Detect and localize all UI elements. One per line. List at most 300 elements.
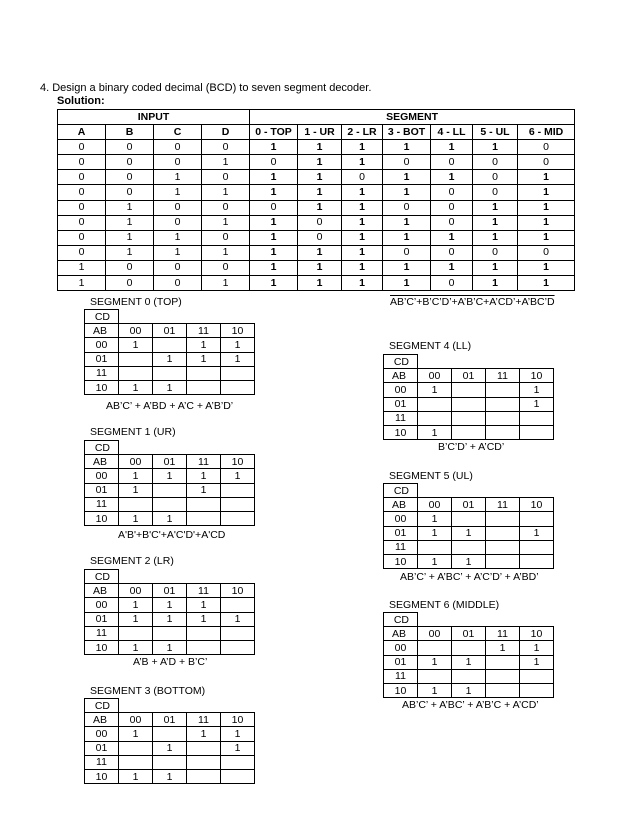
kmap-segment-1	[84, 440, 255, 526]
kmap-row	[85, 511, 255, 525]
kmap-col-header: 01	[452, 627, 486, 641]
kmap-row	[85, 366, 255, 380]
kmap-cell	[221, 769, 255, 783]
table-cell: 1	[106, 200, 154, 215]
kmap-cell: 1	[520, 641, 554, 655]
table-row	[58, 155, 575, 170]
kmap-cell	[187, 741, 221, 755]
table-cell: 0	[473, 185, 518, 200]
kmap-cell	[486, 512, 520, 526]
kmap-cell	[187, 769, 221, 783]
kmap-cell	[520, 425, 554, 439]
kmap-row-header: 11	[85, 626, 119, 640]
table-cell: 0	[518, 140, 575, 155]
table-cell: 1	[342, 215, 383, 230]
table-cell: 1	[154, 185, 202, 200]
column-header: 5 - UL	[473, 125, 518, 140]
kmap-cell	[119, 352, 153, 366]
table-cell: 1	[473, 200, 518, 215]
kmap-row	[85, 338, 255, 352]
truth-table	[57, 109, 575, 291]
kmap-cell	[221, 497, 255, 511]
kmap-cell: 1	[153, 612, 187, 626]
table-cell: 1	[518, 260, 575, 275]
kmap-cell	[452, 512, 486, 526]
table-cell: 0	[202, 260, 250, 275]
table-cell: 0	[154, 155, 202, 170]
kmap-row	[384, 540, 554, 554]
kmap-cell: 1	[119, 338, 153, 352]
kmap-cd-label: CD	[384, 355, 418, 369]
kmap-col-header: 10	[520, 498, 554, 512]
kmap-cell: 1	[153, 469, 187, 483]
table-cell: 0	[518, 245, 575, 260]
kmap-row-header: 11	[85, 366, 119, 380]
kmap-row-header: 11	[384, 540, 418, 554]
question-text: 4. Design a binary coded decimal (BCD) to seven segment decoder.	[40, 82, 372, 94]
kmap-col-header: 00	[418, 369, 452, 383]
kmap-cell: 1	[187, 352, 221, 366]
table-cell: 1	[431, 260, 473, 275]
kmap-4-title: SEGMENT 4 (LL)	[389, 340, 472, 352]
kmap-cell	[452, 540, 486, 554]
table-cell: 1	[518, 185, 575, 200]
kmap-col-header: 00	[418, 498, 452, 512]
kmap-col-header: 01	[153, 584, 187, 598]
kmap-cell	[520, 411, 554, 425]
kmap-cell: 1	[119, 598, 153, 612]
kmap-cell	[486, 526, 520, 540]
table-cell: 0	[431, 245, 473, 260]
table-cell: 0	[431, 276, 473, 291]
kmap-cell: 1	[221, 352, 255, 366]
table-row	[58, 260, 575, 275]
kmap-cell: 1	[153, 640, 187, 654]
table-cell: 1	[342, 245, 383, 260]
table-cell: 1	[250, 245, 298, 260]
table-cell: 0	[383, 245, 431, 260]
kmap-col-header: 11	[486, 498, 520, 512]
kmap-cell	[486, 554, 520, 568]
kmap-ab-label: AB	[85, 584, 119, 598]
table-cell: 0	[58, 230, 106, 245]
table-cell: 1	[298, 140, 342, 155]
table-cell: 1	[342, 230, 383, 245]
table-cell: 1	[298, 276, 342, 291]
table-cell: 0	[431, 200, 473, 215]
kmap-cell	[187, 497, 221, 511]
table-cell: 0	[106, 155, 154, 170]
kmap-row-header: 00	[85, 727, 119, 741]
kmap-col-header: 00	[119, 713, 153, 727]
table-cell: 0	[250, 155, 298, 170]
table-cell: 0	[431, 215, 473, 230]
table-cell: 0	[154, 200, 202, 215]
kmap-row	[384, 411, 554, 425]
table-cell: 0	[154, 276, 202, 291]
kmap-cell	[520, 540, 554, 554]
table-cell: 1	[473, 230, 518, 245]
kmap-1-expression: A'B'+B'C'+A'C'D'+A'CD	[118, 529, 226, 541]
column-header: 3 - BOT	[383, 125, 431, 140]
kmap-ab-label: AB	[85, 455, 119, 469]
kmap-cell: 1	[119, 612, 153, 626]
kmap-row-header: 01	[85, 741, 119, 755]
kmap-cell	[187, 640, 221, 654]
kmap-cell	[452, 397, 486, 411]
kmap-3-expression: AB’C’+B’C’D’+A’B’C+A’CD’+A’BC’D	[390, 296, 555, 308]
kmap-cell: 1	[153, 741, 187, 755]
kmap-cd-label: CD	[384, 484, 418, 498]
kmap-cell	[452, 641, 486, 655]
table-cell: 0	[202, 140, 250, 155]
table-cell: 1	[431, 230, 473, 245]
kmap-cell: 1	[187, 483, 221, 497]
table-row	[58, 200, 575, 215]
kmap-row-header: 11	[384, 669, 418, 683]
table-cell: 0	[58, 170, 106, 185]
table-cell: 1	[298, 245, 342, 260]
kmap-col-header: 01	[153, 324, 187, 338]
kmap-5-expression: AB’C’ + A’BC’ + A’C’D’ + A’BD’	[400, 571, 539, 583]
kmap-cell: 1	[418, 554, 452, 568]
table-cell: 0	[106, 260, 154, 275]
table-cell: 1	[250, 140, 298, 155]
table-row	[58, 230, 575, 245]
kmap-cell	[119, 741, 153, 755]
table-cell: 0	[58, 215, 106, 230]
kmap-col-header: 01	[153, 713, 187, 727]
kmap-6-title: SEGMENT 6 (MIDDLE)	[389, 599, 500, 611]
table-cell: 1	[298, 200, 342, 215]
table-cell: 1	[298, 185, 342, 200]
table-cell: 0	[431, 185, 473, 200]
kmap-cell	[153, 338, 187, 352]
table-cell: 1	[383, 260, 431, 275]
kmap-row-header: 11	[85, 497, 119, 511]
kmap-row-header: 00	[384, 383, 418, 397]
kmap-segment-2	[84, 569, 255, 655]
table-cell: 0	[473, 170, 518, 185]
kmap-row	[85, 612, 255, 626]
column-header: 6 - MID	[518, 125, 575, 140]
kmap-row	[85, 380, 255, 394]
kmap-cell: 1	[520, 397, 554, 411]
kmap-cd-label: CD	[384, 613, 418, 627]
kmap-cell: 1	[153, 769, 187, 783]
kmap-ab-label: AB	[384, 498, 418, 512]
kmap-4-expression: B’C’D’ + A’CD’	[438, 441, 505, 453]
kmap-col-header: 00	[119, 584, 153, 598]
table-cell: 0	[58, 155, 106, 170]
table-cell: 0	[154, 260, 202, 275]
table-cell: 0	[106, 170, 154, 185]
table-cell: 1	[106, 230, 154, 245]
kmap-row	[85, 352, 255, 366]
table-cell: 1	[342, 200, 383, 215]
kmap-3-title: SEGMENT 3 (BOTTOM)	[90, 685, 206, 697]
kmap-cell: 1	[187, 612, 221, 626]
kmap-row	[85, 469, 255, 483]
table-cell: 1	[383, 215, 431, 230]
kmap-cell: 1	[221, 727, 255, 741]
kmap-row	[384, 655, 554, 669]
kmap-ab-label: AB	[384, 369, 418, 383]
kmap-row-header: 10	[384, 425, 418, 439]
table-cell: 0	[58, 140, 106, 155]
table-cell: 1	[383, 230, 431, 245]
kmap-cell: 1	[221, 612, 255, 626]
table-cell: 1	[383, 276, 431, 291]
table-cell: 1	[518, 170, 575, 185]
kmap-cd-label: CD	[85, 570, 119, 584]
table-cell: 1	[518, 215, 575, 230]
kmap-cell: 1	[153, 598, 187, 612]
kmap-cell	[452, 383, 486, 397]
kmap-row	[384, 641, 554, 655]
kmap-row-header: 10	[384, 554, 418, 568]
kmap-cell: 1	[520, 526, 554, 540]
kmap-row-header: 10	[85, 640, 119, 654]
kmap-cell	[418, 669, 452, 683]
kmap-cell: 1	[153, 380, 187, 394]
table-cell: 0	[383, 200, 431, 215]
table-cell: 1	[250, 185, 298, 200]
kmap-cell: 1	[187, 469, 221, 483]
kmap-cell	[153, 497, 187, 511]
kmap-cell: 1	[452, 683, 486, 697]
column-header: A	[58, 125, 106, 140]
table-cell: 1	[250, 276, 298, 291]
table-cell: 1	[202, 215, 250, 230]
kmap-row	[85, 755, 255, 769]
kmap-cell	[153, 483, 187, 497]
kmap-cell: 1	[187, 598, 221, 612]
kmap-cell: 1	[452, 655, 486, 669]
column-header: C	[154, 125, 202, 140]
kmap-segment-6	[383, 612, 554, 698]
kmap-row	[85, 741, 255, 755]
table-cell: 0	[58, 200, 106, 215]
table-cell: 0	[298, 215, 342, 230]
kmap-cell	[119, 366, 153, 380]
table-cell: 1	[473, 140, 518, 155]
kmap-cell	[520, 669, 554, 683]
kmap-cell: 1	[119, 727, 153, 741]
kmap-col-header: 10	[221, 455, 255, 469]
kmap-cell	[221, 755, 255, 769]
kmap-cell: 1	[221, 469, 255, 483]
kmap-cell	[221, 640, 255, 654]
table-cell: 1	[202, 185, 250, 200]
table-cell: 1	[383, 170, 431, 185]
kmap-ab-label: AB	[85, 713, 119, 727]
table-cell: 0	[154, 140, 202, 155]
table-cell: 1	[154, 170, 202, 185]
kmap-cell: 1	[119, 511, 153, 525]
kmap-cell	[418, 641, 452, 655]
segment-group-header: SEGMENT	[250, 110, 575, 125]
kmap-col-header: 10	[520, 369, 554, 383]
kmap-ab-label: AB	[384, 627, 418, 641]
table-cell: 1	[298, 155, 342, 170]
kmap-cell	[520, 683, 554, 697]
table-cell: 1	[250, 170, 298, 185]
kmap-cell	[119, 497, 153, 511]
table-cell: 0	[250, 200, 298, 215]
kmap-col-header: 10	[221, 584, 255, 598]
kmap-cell	[452, 669, 486, 683]
kmap-cell	[221, 380, 255, 394]
kmap-segment-4	[383, 354, 554, 440]
table-cell: 1	[518, 230, 575, 245]
column-header: 2 - LR	[342, 125, 383, 140]
kmap-cell	[221, 366, 255, 380]
table-cell: 0	[202, 170, 250, 185]
table-cell: 1	[342, 140, 383, 155]
kmap-0-title: SEGMENT 0 (TOP)	[90, 296, 182, 308]
table-row	[58, 215, 575, 230]
kmap-row-header: 11	[384, 411, 418, 425]
kmap-row-header: 10	[85, 769, 119, 783]
kmap-cell	[153, 755, 187, 769]
table-cell: 1	[342, 276, 383, 291]
kmap-cell	[486, 397, 520, 411]
kmap-col-header: 11	[187, 584, 221, 598]
table-cell: 0	[202, 230, 250, 245]
kmap-row-header: 01	[384, 526, 418, 540]
table-cell: 1	[58, 260, 106, 275]
kmap-cd-label: CD	[85, 310, 119, 324]
kmap-row-header: 01	[85, 483, 119, 497]
kmap-cell	[452, 411, 486, 425]
table-cell: 0	[106, 140, 154, 155]
kmap-row	[384, 397, 554, 411]
kmap-row	[85, 626, 255, 640]
kmap-row	[384, 425, 554, 439]
solution-label: Solution:	[57, 95, 105, 107]
kmap-col-header: 10	[520, 627, 554, 641]
kmap-cell	[418, 397, 452, 411]
kmap-row	[384, 383, 554, 397]
kmap-col-header: 01	[452, 498, 486, 512]
column-header: 1 - UR	[298, 125, 342, 140]
kmap-cell: 1	[418, 425, 452, 439]
kmap-cell: 1	[119, 380, 153, 394]
table-cell: 1	[473, 215, 518, 230]
kmap-cell: 1	[520, 655, 554, 669]
kmap-col-header: 10	[221, 324, 255, 338]
table-cell: 1	[250, 215, 298, 230]
kmap-cell	[153, 626, 187, 640]
kmap-row	[85, 769, 255, 783]
table-cell: 1	[383, 140, 431, 155]
table-cell: 1	[342, 155, 383, 170]
table-row	[58, 185, 575, 200]
kmap-cell: 1	[418, 526, 452, 540]
table-cell: 1	[202, 276, 250, 291]
table-cell: 1	[298, 260, 342, 275]
kmap-cell	[187, 380, 221, 394]
kmap-col-header: 11	[486, 369, 520, 383]
kmap-cell: 1	[418, 512, 452, 526]
column-header: 0 - TOP	[250, 125, 298, 140]
column-header: D	[202, 125, 250, 140]
table-cell: 1	[250, 260, 298, 275]
kmap-cell	[452, 425, 486, 439]
kmap-cell	[187, 366, 221, 380]
kmap-cell	[418, 540, 452, 554]
kmap-cell	[520, 554, 554, 568]
kmap-cd-label: CD	[85, 441, 119, 455]
table-cell: 1	[58, 276, 106, 291]
table-cell: 0	[473, 155, 518, 170]
kmap-cell	[153, 727, 187, 741]
kmap-cell: 1	[187, 338, 221, 352]
input-group-header: INPUT	[58, 110, 250, 125]
kmap-cell	[187, 626, 221, 640]
kmap-cell: 1	[418, 383, 452, 397]
kmap-row-header: 00	[384, 641, 418, 655]
table-cell: 0	[518, 155, 575, 170]
kmap-row-header: 01	[85, 612, 119, 626]
kmap-cell: 1	[418, 655, 452, 669]
kmap-cell	[221, 598, 255, 612]
kmap-row	[384, 554, 554, 568]
table-cell: 0	[58, 245, 106, 260]
column-header: 4 - LL	[431, 125, 473, 140]
table-row	[58, 245, 575, 260]
kmap-row	[85, 497, 255, 511]
kmap-row-header: 01	[384, 397, 418, 411]
table-cell: 0	[58, 185, 106, 200]
kmap-col-header: 01	[153, 455, 187, 469]
kmap-cell	[221, 511, 255, 525]
table-cell: 1	[383, 185, 431, 200]
table-row	[58, 170, 575, 185]
kmap-col-header: 00	[119, 324, 153, 338]
kmap-5-title: SEGMENT 5 (UL)	[389, 470, 473, 482]
kmap-row	[384, 512, 554, 526]
kmap-col-header: 00	[418, 627, 452, 641]
kmap-cell	[221, 483, 255, 497]
kmap-col-header: 00	[119, 455, 153, 469]
kmap-cell: 1	[486, 641, 520, 655]
table-row	[58, 140, 575, 155]
table-row	[58, 276, 575, 291]
kmap-cell: 1	[119, 483, 153, 497]
kmap-col-header: 11	[486, 627, 520, 641]
kmap-cell: 1	[153, 352, 187, 366]
table-cell: 0	[431, 155, 473, 170]
kmap-cell	[486, 383, 520, 397]
kmap-cell: 1	[418, 683, 452, 697]
kmap-segment-3	[84, 698, 255, 784]
kmap-row-header: 11	[85, 755, 119, 769]
kmap-row	[85, 598, 255, 612]
kmap-col-header: 10	[221, 713, 255, 727]
table-cell: 1	[342, 185, 383, 200]
table-cell: 0	[106, 185, 154, 200]
table-cell: 0	[106, 276, 154, 291]
kmap-row	[384, 669, 554, 683]
kmap-2-title: SEGMENT 2 (LR)	[90, 555, 174, 567]
table-cell: 1	[154, 245, 202, 260]
kmap-row-header: 01	[384, 655, 418, 669]
kmap-row	[384, 526, 554, 540]
kmap-cell: 1	[119, 640, 153, 654]
kmap-cell	[119, 626, 153, 640]
